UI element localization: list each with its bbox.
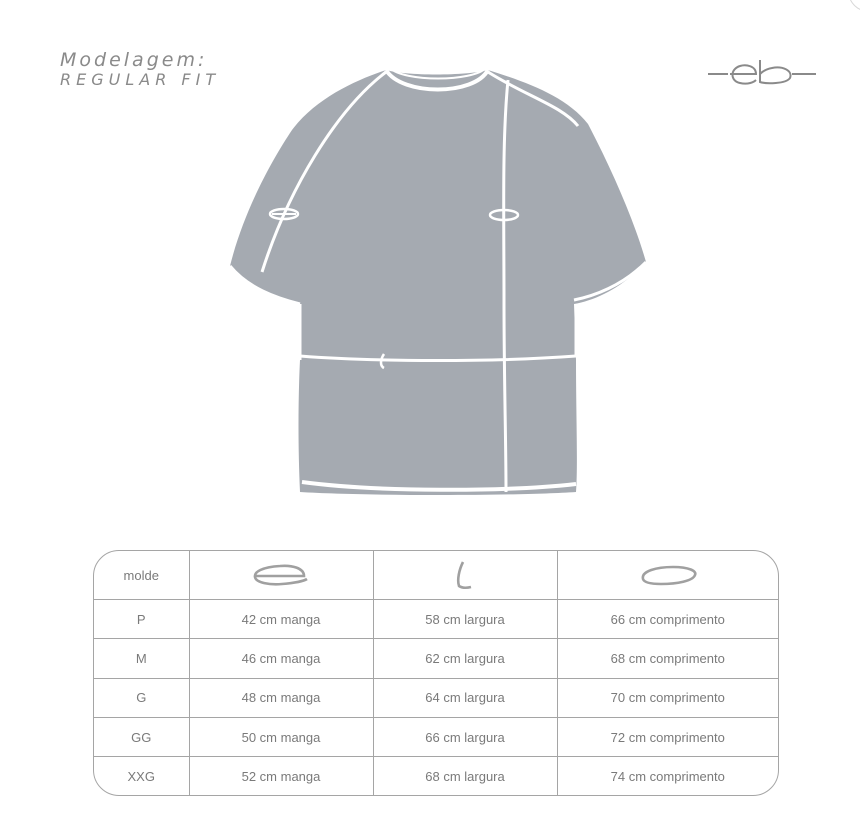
size-label: G xyxy=(94,678,189,717)
sleeve-value: 42 cm manga xyxy=(189,600,373,639)
length-value: 74 cm comprimento xyxy=(557,757,778,795)
size-label: XXG xyxy=(94,757,189,795)
sleeve-value: 52 cm manga xyxy=(189,757,373,795)
sleeve-measure-e-icon xyxy=(189,551,373,600)
width-measure-l-icon xyxy=(373,551,557,600)
size-label: M xyxy=(94,639,189,678)
sleeve-value: 48 cm manga xyxy=(189,678,373,717)
fit-heading xyxy=(60,50,220,90)
width-value: 68 cm largura xyxy=(373,757,557,795)
length-value: 66 cm comprimento xyxy=(557,600,778,639)
sleeve-value: 46 cm manga xyxy=(189,639,373,678)
tshirt-illustration xyxy=(226,60,650,500)
size-row-p xyxy=(94,600,778,639)
size-label: P xyxy=(94,600,189,639)
length-value: 70 cm comprimento xyxy=(557,678,778,717)
fit-type: REGULAR FIT xyxy=(60,70,221,89)
corner-decoration xyxy=(848,0,860,12)
fit-heading-label: Modelagem: xyxy=(60,49,208,71)
size-row-m xyxy=(94,639,778,678)
sleeve-value: 50 cm manga xyxy=(189,718,373,757)
size-row-g xyxy=(94,678,778,717)
size-row-xxg xyxy=(94,757,778,795)
width-value: 66 cm largura xyxy=(373,718,557,757)
length-value: 72 cm comprimento xyxy=(557,718,778,757)
width-value: 64 cm largura xyxy=(373,678,557,717)
width-value: 62 cm largura xyxy=(373,639,557,678)
size-column-header: molde xyxy=(94,551,189,600)
length-measure-o-icon xyxy=(557,551,778,600)
width-value: 58 cm largura xyxy=(373,600,557,639)
size-label: GG xyxy=(94,718,189,757)
size-row-gg xyxy=(94,718,778,757)
size-chart xyxy=(93,550,779,796)
size-chart-header xyxy=(94,551,778,600)
length-value: 68 cm comprimento xyxy=(557,639,778,678)
tshirt-body xyxy=(230,70,646,495)
brand-logo xyxy=(706,56,818,92)
